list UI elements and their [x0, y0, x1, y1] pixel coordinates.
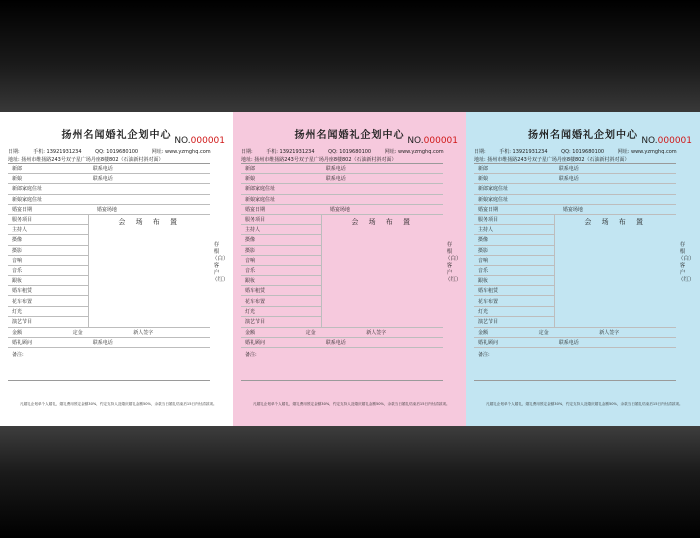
venue-layout-heading: 会 场 布 置: [118, 217, 182, 226]
web-text: 网址: www.yzmghq.com: [384, 149, 444, 155]
wedding-venue-label: 婚宴场地: [562, 206, 583, 213]
list-item: 音乐: [241, 266, 321, 276]
consultant-label: 婚礼顾问: [12, 340, 33, 347]
contact-line: [8, 148, 223, 155]
list-item: 演艺节目: [478, 319, 499, 326]
table-row: [241, 195, 443, 205]
list-item: 音响: [474, 256, 554, 266]
form-title: 扬州名闻婚礼企划中心: [61, 130, 172, 141]
service-grid: [8, 215, 210, 328]
serial-number: NO.000001: [641, 136, 692, 146]
wedding-date-label: 婚宴日期: [245, 206, 266, 213]
service-items: [474, 215, 555, 327]
amount-label: 金额: [12, 330, 23, 337]
list-item: 主持人: [241, 225, 321, 235]
table-row: [8, 215, 88, 225]
signature-label: 新人签字: [133, 330, 154, 337]
amount-label: 金额: [478, 330, 489, 337]
table-row: [241, 215, 321, 225]
form-sheet: [466, 112, 700, 426]
copy-note: 存根（白）客户（红）: [678, 242, 695, 283]
table-row: [8, 328, 210, 338]
service-items: [8, 215, 89, 327]
consultant-phone-label: 联系电话: [325, 340, 346, 347]
venue-layout-area: [89, 215, 210, 327]
date-label: 日期:: [474, 149, 486, 155]
table-row: [474, 184, 676, 194]
table-row: [241, 184, 443, 194]
groom-label: 新郎: [12, 166, 23, 173]
list-item: 花车布置: [8, 296, 88, 306]
groom-home-label: 新郎家庭住址: [12, 186, 43, 193]
deposit-label: 定金: [538, 330, 549, 337]
order-form-table: [8, 163, 210, 381]
bride-label: 新娘: [245, 176, 256, 183]
remark-field: 备注:: [478, 352, 490, 359]
list-item: 跟妆: [241, 276, 321, 286]
table-row: [8, 164, 210, 174]
copy-note: 存根（白）客户（红）: [212, 242, 229, 283]
web-text: 网址: www.yzmghq.com: [617, 149, 677, 155]
list-item: 婚车租赁: [241, 286, 321, 296]
consultant-label: 婚礼顾问: [245, 340, 266, 347]
service-grid: [241, 215, 443, 328]
list-item: 花车布置: [474, 296, 554, 306]
service-label: 服务项目: [478, 217, 499, 224]
address-text: 地址: 扬州市维扬路243号双子星广场丹座8楼802（石油新村斜对面）: [241, 157, 397, 163]
bride-home-label: 新娘家庭住址: [478, 196, 509, 203]
form-title: 扬州名闻婚礼企划中心: [528, 130, 638, 141]
footer-terms: 凡婚礼企划单个人婚礼，婚礼费用预定金额30%，约定支持人及婚庆婚礼金额50%，余款当日婚礼结束后15日内付清款项。: [253, 402, 450, 406]
list-item: 音响: [241, 256, 321, 266]
venue-layout-heading: 会 场 布 置: [584, 217, 648, 226]
phone-text: 手机: 13921931234: [499, 149, 548, 155]
groom-phone-label: 联系电话: [92, 166, 113, 173]
web-text: 网址: www.yzmghq.com: [151, 149, 211, 155]
remark-field: 备注:: [245, 352, 257, 359]
bride-home-label: 新娘家庭住址: [245, 196, 276, 203]
contact-line: [241, 148, 456, 155]
consultant-phone-label: 联系电话: [92, 340, 113, 347]
bride-phone-label: 联系电话: [325, 176, 346, 183]
groom-label: 新郎: [478, 166, 489, 173]
venue-layout-heading: 会 场 布 置: [351, 217, 415, 226]
service-grid: [474, 215, 676, 328]
phone-text: 手机: 13921931234: [33, 149, 82, 155]
deposit-label: 定金: [305, 330, 316, 337]
table-row: [241, 338, 443, 348]
bride-home-label: 新娘家庭住址: [12, 196, 43, 203]
list-item: 婚车租赁: [8, 286, 88, 296]
table-row: [8, 195, 210, 205]
list-item: 主持人: [474, 225, 554, 235]
form-sheet: [233, 112, 466, 426]
table-row: [8, 205, 210, 215]
groom-home-label: 新郎家庭住址: [245, 186, 276, 193]
consultant-phone-label: 联系电话: [558, 340, 579, 347]
list-item: 音乐: [8, 266, 88, 276]
list-item: 跟妆: [8, 276, 88, 286]
deposit-label: 定金: [72, 330, 83, 337]
list-item: 摄影: [241, 246, 321, 256]
wedding-venue-label: 婚宴场地: [96, 206, 117, 213]
table-row: [474, 215, 554, 225]
copy-note: 存根（白）客户（红）: [445, 242, 462, 283]
list-item: 摄影: [474, 246, 554, 256]
service-label: 服务项目: [12, 217, 33, 224]
consultant-label: 婚礼顾问: [478, 340, 499, 347]
list-item: 音响: [8, 256, 88, 266]
address-text: 地址: 扬州市维扬路243号双子星广场丹座8楼802（石油新村斜对面）: [8, 157, 164, 163]
date-label: 日期:: [8, 149, 20, 155]
signature-label: 新人签字: [366, 330, 387, 337]
list-item: 灯光: [241, 307, 321, 317]
bride-label: 新娘: [12, 176, 23, 183]
order-form-table: [474, 163, 676, 381]
wedding-date-label: 婚宴日期: [12, 206, 33, 213]
groom-phone-label: 联系电话: [558, 166, 579, 173]
serial-number: NO.000001: [407, 136, 458, 146]
wedding-venue-label: 婚宴场地: [329, 206, 350, 213]
table-row: [474, 328, 676, 338]
qq-text: QQ: 1019680100: [328, 149, 372, 155]
list-item: 演艺节目: [12, 319, 33, 326]
table-row: [241, 164, 443, 174]
bride-phone-label: 联系电话: [92, 176, 113, 183]
table-row: [474, 205, 676, 215]
groom-label: 新郎: [245, 166, 256, 173]
qq-text: QQ: 1019680100: [95, 149, 139, 155]
table-row: [8, 174, 210, 184]
list-item: 音乐: [474, 266, 554, 276]
contact-line: [474, 148, 689, 155]
list-item: 跟妆: [474, 276, 554, 286]
phone-text: 手机: 13921931234: [266, 149, 315, 155]
table-row: [8, 338, 210, 348]
table-row: [8, 184, 210, 194]
service-items: [241, 215, 322, 327]
footer-terms: 凡婚礼企划单个人婚礼，婚礼费用预定金额30%，约定支持人及婚庆婚礼金额50%，余款当日婚礼结束后15日内付清款项。: [20, 402, 217, 406]
list-item: 花车布置: [241, 296, 321, 306]
list-item: 摄像: [474, 235, 554, 245]
remark-field: 备注:: [12, 352, 24, 359]
wedding-date-label: 婚宴日期: [478, 206, 499, 213]
bride-label: 新娘: [478, 176, 489, 183]
serial-number: NO.000001: [174, 136, 225, 146]
table-row: [474, 195, 676, 205]
bride-phone-label: 联系电话: [558, 176, 579, 183]
table-row: [241, 328, 443, 338]
list-item: 摄像: [8, 235, 88, 245]
list-item: 摄像: [241, 235, 321, 245]
date-label: 日期:: [241, 149, 253, 155]
venue-layout-area: [322, 215, 443, 327]
list-item: 主持人: [8, 225, 88, 235]
service-label: 服务项目: [245, 217, 266, 224]
table-row: [241, 174, 443, 184]
form-title: 扬州名闻婚礼企划中心: [294, 130, 405, 141]
address-text: 地址: 扬州市维扬路243号双子星广场丹座8楼802（石油新村斜对面）: [474, 157, 630, 163]
table-row: [474, 174, 676, 184]
groom-phone-label: 联系电话: [325, 166, 346, 173]
form-sheet: [0, 112, 233, 426]
footer-terms: 凡婚礼企划单个人婚礼，婚礼费用预定金额30%，约定支持人及婚庆婚礼金额50%，余款当日婚礼结束后15日内付清款项。: [486, 402, 683, 406]
amount-label: 金额: [245, 330, 256, 337]
order-form-table: [241, 163, 443, 381]
venue-layout-area: [555, 215, 676, 327]
qq-text: QQ: 1019680100: [561, 149, 605, 155]
table-row: [474, 338, 676, 348]
list-item: 演艺节目: [245, 319, 266, 326]
groom-home-label: 新郎家庭住址: [478, 186, 509, 193]
list-item: 婚车租赁: [474, 286, 554, 296]
signature-label: 新人签字: [599, 330, 620, 337]
list-item: 灯光: [474, 307, 554, 317]
list-item: 灯光: [8, 307, 88, 317]
table-row: [241, 205, 443, 215]
table-row: [474, 164, 676, 174]
list-item: 摄影: [8, 246, 88, 256]
